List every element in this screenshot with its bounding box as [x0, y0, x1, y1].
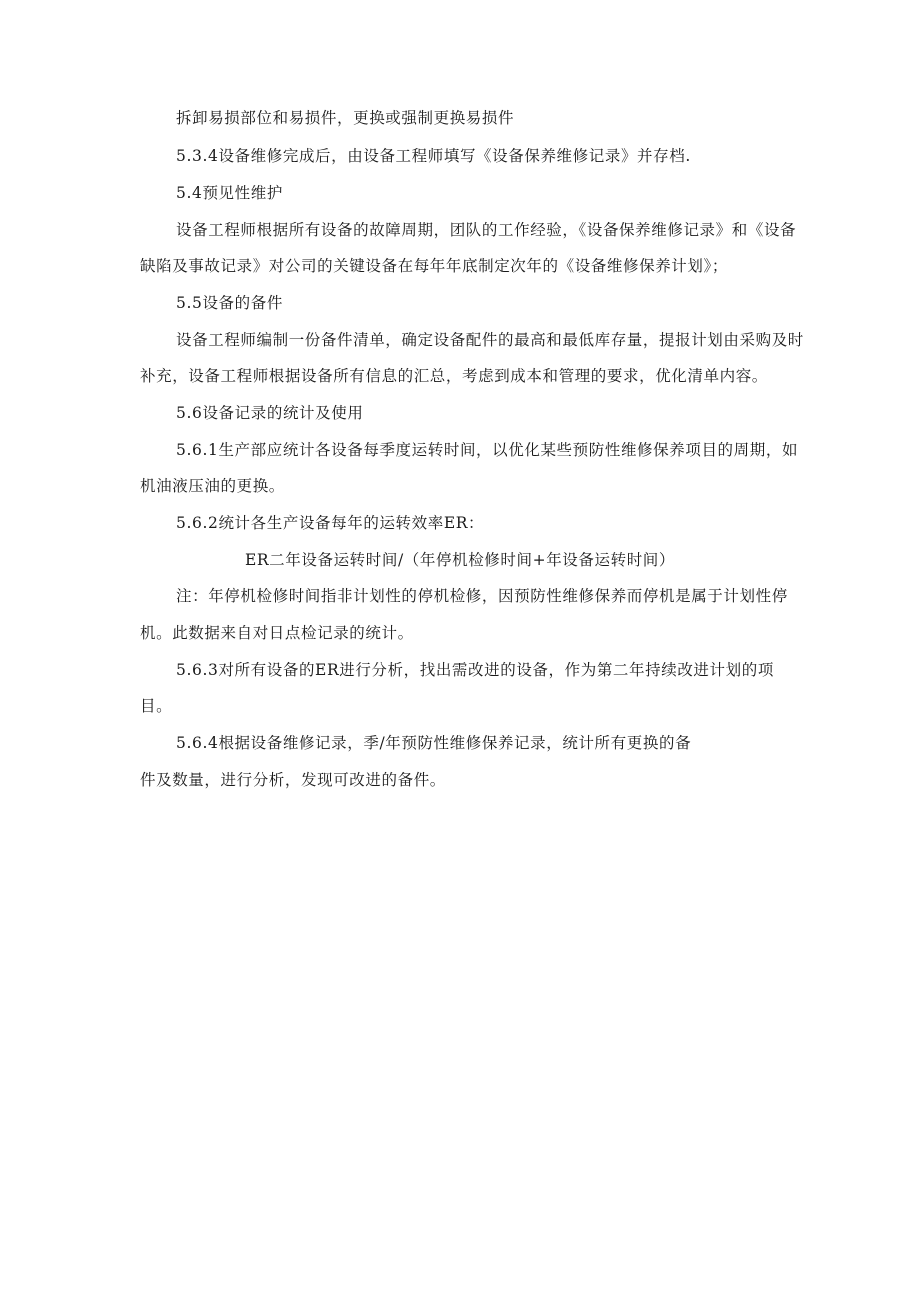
section-5-3-4: 5.3.4设备维修完成后，由设备工程师填写《设备保养维修记录》并存档.: [176, 147, 691, 165]
section-5-6-3: 5.6.3对所有设备的ER进行分析，找出需改进的设备，作为第二年持续改进计划的项: [176, 661, 774, 679]
heading-5-4: 5.4预见性维护: [176, 184, 283, 202]
heading-5-5: 5.5设备的备件: [176, 294, 283, 312]
paragraph-line: 设备工程师根据所有设备的故障周期，团队的工作经验，《设备保养维修记录》和《设备: [176, 221, 797, 239]
heading-5-6: 5.6设备记录的统计及使用: [176, 404, 364, 422]
section-5-6-4: 5.6.4根据设备维修记录，季/年预防性维修保养记录，统计所有更换的备: [176, 734, 692, 752]
paragraph-line: 设备工程师编制一份备件清单，确定设备配件的最高和最低库存量，提报计划由采购及时: [176, 331, 804, 349]
paragraph-line: 目。: [140, 697, 173, 715]
note-line: 注：年停机检修时间指非计划性的停机检修，因预防性维修保养而停机是属于计划性停: [176, 587, 788, 605]
paragraph-line: 补充，设备工程师根据设备所有信息的汇总，考虑到成本和管理的要求，优化清单内容。: [140, 367, 768, 385]
formula-line: ER二年设备运转时间/（年停机检修时间+年设备运转时间）: [245, 551, 675, 569]
paragraph-line: 缺陷及事故记录》对公司的关键设备在每年年底制定次年的《设备维修保养计划》；: [140, 257, 728, 275]
section-5-6-2: 5.6.2统计各生产设备每年的运转效率ER：: [176, 514, 485, 532]
paragraph-line: 机油液压油的更换。: [140, 477, 285, 495]
paragraph-line: 件及数量，进行分析，发现可改进的备件。: [140, 771, 446, 789]
paragraph-line: 拆卸易损部位和易损件，更换或强制更换易损件: [176, 109, 515, 127]
paragraph-line: 机。此数据来自对日点检记录的统计。: [140, 624, 414, 642]
section-5-6-1: 5.6.1生产部应统计各设备每季度运转时间，以优化某些预防性维修保养项目的周期，如: [176, 441, 799, 459]
